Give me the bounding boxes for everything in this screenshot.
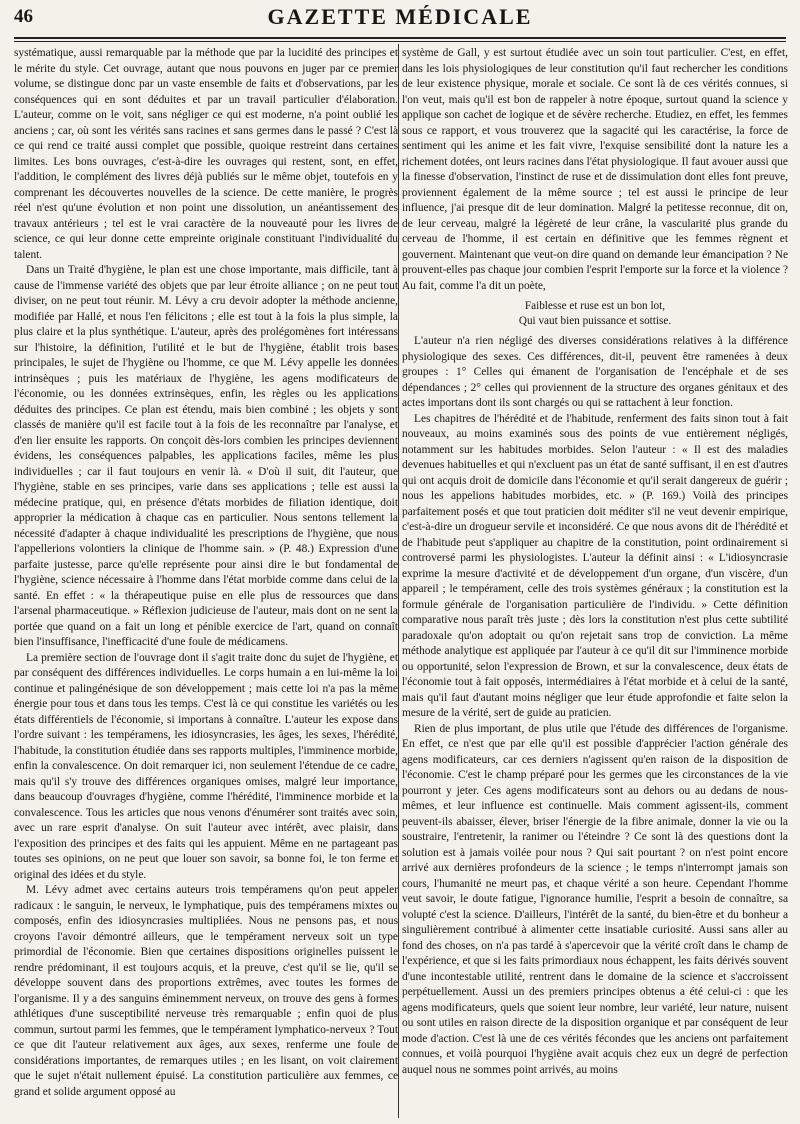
- paragraph: Les chapitres de l'hérédité et de l'habitude, renferment des faits sinon tout à fait nouveaux, au moins examinés sous des points de vue entièrement négligés, notamment sur les habitudes morbides. Selon l'auteur : « Il est des maladies devenues habituelles et qui n'excluent pas un état de santé suffisant, il en est d'autres qui ont acquis droit de domicile dans l'économie et qu'il serait dangereux de guérir ; nous les appelions habitudes morbides, etc. » (P. 169.) Voilà des principes parfaitement posés et que tout praticien doit méditer s'il ne veut devenir empirique, c'est-à-dire un drogueur servile et inconsidéré. Ce que nous avons dit de l'hérédité et de l'habitude peut s'appliquer au chapitre de la constitution, point ordinairement si controversé parmi les physiologistes. L'auteur la définit ainsi : « L'idiosyncrasie exprime la mesure d'activité et de développement d'un organe, d'un viscère, d'un appareil ; le tempérament, celle des trois systèmes généraux ; la constitution est la formule générale de l'organisation particulière de l'individu. » Cette définition comparative nous paraît très juste ; dès lors la constitution n'est plus cette subtilité paradoxale qu'on adoptait ou qu'on rejetait sans trop de conviction. La même méthode analytique est appliquée par l'auteur à ce qu'il dit sur l'imminence morbide ou opportunité, selon l'expression de Brown, et sur la convalescence, deux états de l'économie tout à fait opposés, intermédiaires à l'état morbide et à celui de la santé, mais qu'il faut d'autant moins négliger que leur étude approfondie et faite selon la mesure de la vérité, sert de guide au praticien.: [402, 412, 788, 719]
- journal-title: GAZETTE MÉDICALE: [267, 4, 533, 29]
- right-column: [402, 46, 788, 1118]
- paragraph: Dans un Traité d'hygiène, le plan est une chose importante, mais difficile, tant à cause de l'immense variété des objets que par leur étroite alliance ; on ne peut tout diviser, on ne peut tout réunir. M. Lévy a cru devoir adopter la méthode ancienne, modifiée par Hallé, et nous l'en félicitons ; elle est tout à la fois la plus simple, la plus claire et la plus synthétique. L'auteur, après des prolégomènes fort intéressans sur l'histoire, la définition, l'utilité et le but de l'hygiène, établit trois bases principales, le sujet de l'hygiène ou l'homme, ce que M. Lévy appelle les données intrinsèques ; puis les matériaux de l'hygiène, les agens modificateurs de l'économie, ou les données extrinsèques, enfin, les règles ou les applications déduites des principes. Ce plan est étendu, mais bien combiné ; les objets y sont classés de manière qu'il est facile tout à la fois de les reconnaître par l'analyse, et d'en lier ensuite les rapports. On conçoit dès-lors combien les principes deviennent évidens, les conséquences palpables, les applications faciles, même les plus individuelles ; car il faut toujours en venir là. « D'où il suit, dit l'auteur, que l'hygiène, stable en ses principes, varie dans ses applications ; telle est aussi la médecine pratique, qui, en présence d'états morbides de filiation identique, doit approprier la médication à chaque cas en particulier. Nous sentons tellement la nécessité d'adapter à chaque individualité les prescriptions de l'hygiène, que nous l'appellerions volontiers la clinique de l'homme sain. » (P. 48.) Expression d'une parfaite justesse, parce qu'elle représente pour ainsi dire le but fondamental de l'hygiène, science nécessaire à l'homme dans l'état morbide comme dans celui de la santé. En effet : « la thérapeutique puise en elle plus de ressources que dans l'arsenal pharmaceutique. » Réflexion judicieuse de l'auteur, mais dont on ne sent la portée que quand on a fait un long et pénible exercice de l'art, quand on connaît bien l'insuffisance, l'inefficacité d'une foule de médicamens.: [14, 264, 398, 648]
- paragraph: L'auteur n'a rien négligé des diverses considérations relatives à la différence physiologique des sexes. Ces différences, dit-il, peuvent être ramenées à deux groupes : 1° Celles qui émanent de l'organisation de l'encéphale et de ses dépendances ; 2° celles qui proviennent de la structure des organes génitaux et des actes importans dont ils sont chargés ou qui se rattachent à leur fonction.: [402, 335, 788, 409]
- paragraph: système de Gall, y est surtout étudiée avec un soin tout particulier. C'est, en effet, dans les lois physiologiques de leur constitution qu'il faut rechercher les conditions de leur existence physique, morale et sociale. Ce sont là de ces vérités connues, si l'on veut, mais qu'il est bon de rappeler à notre époque, surtout quand la science y applique son cachet de logique et de sévère recherche. Etudiez, en effet, les femmes sous ce rapport, et vous trouverez que la sagacité qui les caractérise, la force de sentiment qui les anime et les fait vivre, l'exquise sensibilité dont la nature les a richement dotées, ont leurs racines dans l'état physiologique. Il faut avouer aussi que la finesse d'observation, l'instinct de ruse et de dissimulation dont elles font preuve, proviennent également de la même source ; tel est aussi le principe de leur influence, j'ai presque dit de leur domination. Malgré la petitesse reconnue, dit on, de leur cerveau, malgré la légèreté de leur crâne, la vascularité plus grande du cerveau de l'homme, il est certain en définitive que les femmes règnent et gouvernent. Maintenant que veut-on dire quand on demande leur émancipation ? Ne prouvent-elles pas chaque jour combien l'esprit l'emporte sur la force et la violence ? Au fait, comme l'a dit un poète,: [402, 47, 788, 292]
- paragraph: systématique, aussi remarquable par la méthode que par la lucidité des principes et le mérite du style. Cet ouvrage, autant que nous pouvons en juger par ce premier volume, se distingue donc par un vaste ensemble de faits et d'observations, par les conséquences qui en sont déduites et par un travail particulier d'élaboration. L'auteur, comme on le voit, sans négliger ce qui est moderne, n'a point oublié les anciens ; car, où sont les vérités sans racines et sans germes dans le passé ? C'est là ce qui rend ce traité aussi complet que possible, quoique restreint dans certaines limites. Les bons ouvrages, c'est-à-dire les ouvrages qui restent, sont, en effet, l'addition, le complément des livres déjà publiés sur le même objet, toutefois en y comprenant les découvertes nouvelles de la science. De cette manière, le progrès réel n'est qu'une évolution et non point une dissolution, un anéantissement des travaux antérieurs ; tel est le vrai caractère de la nouveauté pour les livres de science, ce qui leur donne cette empreinte originale constituant l'individualité du talent.: [14, 47, 398, 261]
- verse-line: Qui vaut bien puissance et sottise.: [518, 315, 672, 327]
- page-number: 46: [14, 6, 33, 27]
- verse-quotation: [402, 299, 788, 329]
- verse-line: Faiblesse et ruse est un bon lot,: [524, 300, 666, 312]
- paragraph: Rien de plus important, de plus utile que l'étude des différences de l'organisme. En effet, ce n'est que par elle qu'il est possible d'apprécier l'action générale des agens modificateurs, car ces derniers n'agissent qu'en raison de la disposition de l'économie. C'est le champ préparé pour les germes que les circonstances de la vie pourront y jeter. Ces agens modificateurs sont au dehors ou au dedans de nous-mêmes, et leur influence est continuelle. Mais comment agissent-ils, comment peuvent-ils abaisser, élever, briser l'énergie de la fibre animale, donner la vie ou la soustraire, l'entretenir, la ranimer ou l'éteindre ? Ce sont là des questions dont la solution est à jamais voilée pour nous ? Qui sait pourtant ? on n'est point encore arrivé aux dernières profondeurs de la science ; le temps n'interrompt jamais son cours, l'humanité ne meurt pas, et chaque vérité a son heure. Cependant l'homme veut savoir, le doute fatigue, l'ignorance humilie, l'esprit a besoin de connaître, sa volupté c'est la science. D'ailleurs, l'intérêt de la santé, du bien-être et du bonheur a singulièrement contribué à alimenter cette insatiable curiosité. Aussi sans aller au fond des choses, on n'a pas tardé à s'apercevoir que la vérité croît dans le champ de l'expérience, et que si les faits primordiaux nous échappent, les faits dérivés souvent d'une incontestable utilité, rentrent dans le domaine de la science et s'accroissent perpétuellement. Aussi un des premiers principes obtenus a été celui-ci : que les agens modificateurs, quels que soient leur nombre, leur variété, leur nature, nuisent ou sont utiles en raison directe de la disposition organique et par conséquent de leur mode d'action. C'est là une de ces vérités fécondes que les anciens ont parfaitement connues, et voilà pourquoi l'hygiène avait acquis chez eux un degré de perfection auquel nous ne sommes point arrivés, au moins: [402, 722, 788, 1076]
- column-divider: [398, 44, 399, 1118]
- paragraph: M. Lévy admet avec certains auteurs trois tempéramens qu'on peut appeler radicaux : le sanguin, le nerveux, le lymphatique, puis des tempéramens mixtes ou composés, enfin des idiosyncrasies multipliées. Nous ne pensons pas, et nous croyons l'avoir démontré ailleurs, que le tempérament nerveux soit un type primordial de l'économie. Bien que certaines dispositions originelles puissent le rendre prédominant, il est toujours acquis, et la preuve, c'est qu'il se lie, qu'il se développe souvent dans des proportions extrêmes, avec toutes les formes de l'organisme. Il y a des sanguins éminemment nerveux, on trouve des gens à formes athlétiques d'une susceptibilité nerveuse très remarquable ; enfin quoi de plus commun, surtout parmi les femmes, que le tempérament lymphatico-nerveux ? Tout ce que dit l'auteur relativement aux âges, aux sexes, renferme une foule de considérations importantes, de remarques utiles ; en les lisant, on voit clairement que le sujet n'était nullement épuisé. La constitution particulière aux femmes, ce grand et solide argument opposé au: [14, 884, 398, 1098]
- left-column: [14, 46, 398, 1118]
- paragraph: La première section de l'ouvrage dont il s'agit traite donc du sujet de l'hygiène, et par conséquent des différences individuelles. Le corps humain a en lui-même la loi continue et palingénésique de son développement ; mais cette loi n'a pas la même énergie pour tous et dans tous les temps. C'est là ce qui constitue les variétés ou les états différentiels de l'économie, si importans à connaître. L'auteur les expose dans l'ordre suivant : les tempéramens, les idiosyncrasies, les âges, les sexes, l'hérédité, l'habitude, la constitution étudiée dans ses rapports multiples, l'imminence morbide, enfin la convalescence. On doit remarquer ici, non seulement l'étendue de ce cadre, mais qu'il s'y trouve des différences organiques omises, malgré leur importance, dans beaucoup d'ouvrages d'hygiène, comme l'hérédité, l'imminence morbide et la convalescence. Tous les articles que nous venons d'énumérer sont traités avec soin, avec un rare esprit d'analyse. On suit l'auteur avec intérêt, avec plaisir, dans l'exposition des principes et des faits qui les appuient. Même en ne partageant pas toutes ses opinions, on ne peut que louer son savoir, sa bonne foi, le ton ferme et original des idées et du style.: [14, 651, 398, 881]
- header-rule: [14, 37, 786, 42]
